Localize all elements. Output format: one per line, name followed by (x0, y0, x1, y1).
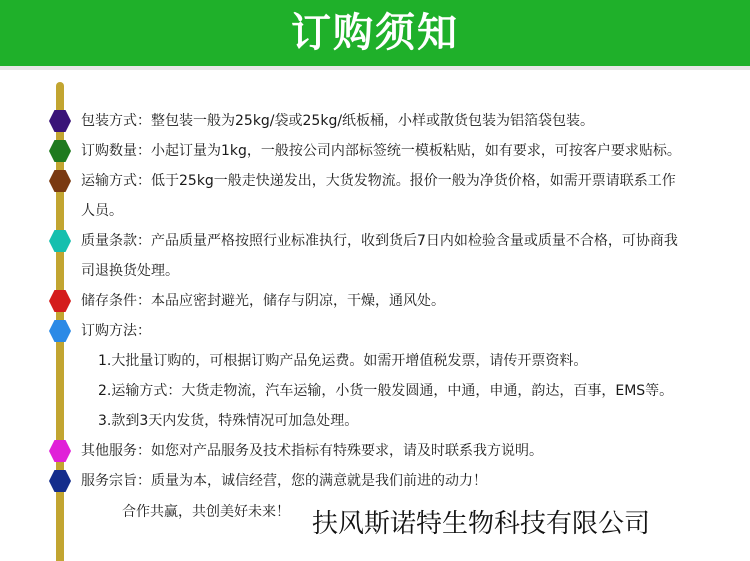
brown-hexagon-icon (49, 170, 71, 192)
blue-hexagon-icon (49, 320, 71, 342)
closing-slogan: 合作共赢，共创美好未来！ (122, 504, 290, 520)
notice-packaging: 包装方式：整包装一般为25kg/袋或25kg/纸板桶，小样或散货包装为铝箔袋包装。 (81, 113, 595, 129)
notice-order-method: 订购方法： (81, 323, 151, 339)
notice-service-tenet: 服务宗旨：质量为本，诚信经营，您的满意就是我们前进的动力！ (81, 473, 487, 489)
notice-shipping-cont: 人员。 (81, 203, 123, 219)
notice-quality: 质量条款：产品质量严格按照行业标准执行，收到货后7日内如检验含量或质量不合格，可协商我 (81, 233, 678, 249)
green-hexagon-icon (49, 140, 71, 162)
navy-hexagon-icon (49, 470, 71, 492)
notice-other-services: 其他服务：如您对产品服务及技术指标有特殊要求，请及时联系我方说明。 (81, 443, 543, 459)
page-title: 订购须知 (291, 10, 459, 56)
company-name: 扶风斯诺特生物科技有限公司 (312, 509, 651, 539)
notice-order-quantity: 订购数量：小起订量为1kg，一般按公司内部标签统一模板粘贴，如有要求，可按客户要求贴标。 (81, 143, 681, 159)
teal-hexagon-icon (49, 230, 71, 252)
purple-hexagon-icon (49, 110, 71, 132)
order-method-step-1: 1.大批量订购的，可根据订购产品免运费。如需开增值税发票，请传开票资料。 (98, 353, 588, 369)
notice-storage: 储存条件：本品应密封避光，储存与阴凉，干燥，通风处。 (81, 293, 445, 309)
order-method-step-2: 2.运输方式：大货走物流，汽车运输，小货一般发圆通，中通，申通，韵达，百事，EMS等。 (98, 383, 674, 399)
red-hexagon-icon (49, 290, 71, 312)
notice-shipping: 运输方式：低于25kg一般走快递发出，大货发物流。报价一般为净货价格，如需开票请联系工作 (81, 173, 676, 189)
notice-quality-cont: 司退换货处理。 (81, 263, 179, 279)
header-divider (0, 66, 750, 70)
magenta-hexagon-icon (49, 440, 71, 462)
order-method-step-3: 3.款到3天内发货，特殊情况可加急处理。 (98, 413, 359, 429)
